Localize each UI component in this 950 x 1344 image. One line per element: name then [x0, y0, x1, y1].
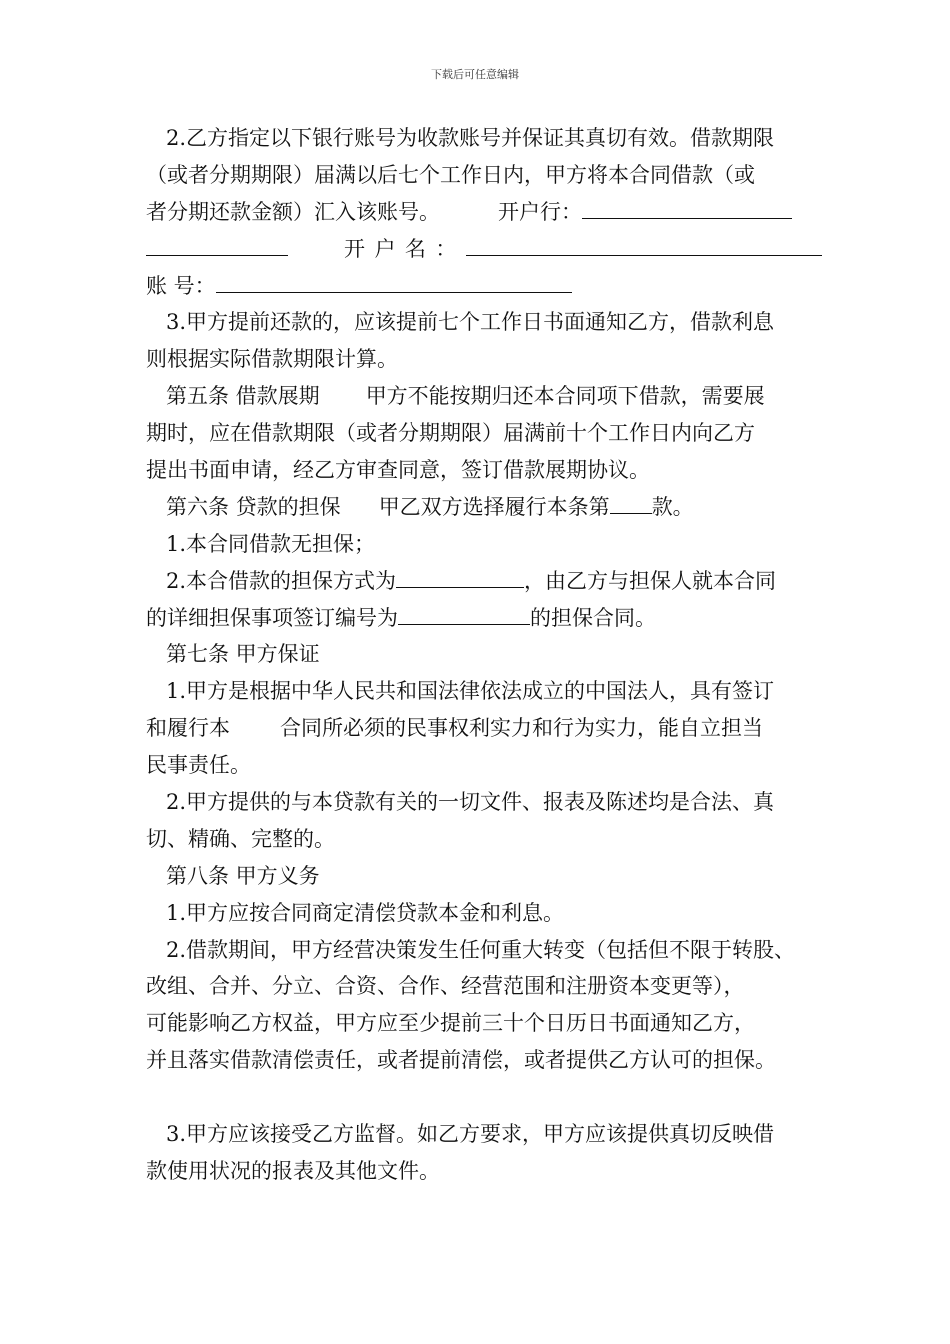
paragraph-text: 和履行本 — [146, 716, 230, 741]
paragraph-text: 甲乙双方选择履行本条第 — [378, 494, 610, 519]
article-5-line — [146, 378, 826, 415]
paragraph-text: 的担保合同。 — [530, 605, 656, 630]
paragraph-line: 1.甲方应按合同商定清偿贷款本金和利息。 — [166, 900, 565, 925]
bank-label: 开户行： — [498, 199, 582, 224]
paragraph-line: 3.甲方应该接受乙方监督。如乙方要求，甲方应该提供真切反映借 — [166, 1122, 775, 1147]
bank-line — [146, 194, 826, 231]
paragraph-text: 合同所必须的民事权利实力和行为实力，能自立担当 — [280, 716, 763, 741]
paragraph-line: 款使用状况的报表及其他文件。 — [146, 1158, 440, 1183]
paragraph-line: 2.乙方指定以下银行账号为收款账号并保证其真切有效。借款期限 — [166, 126, 775, 150]
paragraph-line: 提出书面申请，经乙方审查同意，签订借款展期协议。 — [146, 458, 650, 483]
bank-blank[interactable] — [582, 194, 792, 219]
paragraph-line: 并且落实借款清偿责任，或者提前清偿，或者提供乙方认可的担保。 — [146, 1048, 776, 1073]
account-number-line — [146, 268, 826, 305]
clause-number-blank[interactable] — [610, 489, 652, 514]
document-body — [146, 120, 826, 1190]
paragraph-line: 1.甲方是根据中华人民共和国法律依法成立的中国法人，具有签订 — [166, 679, 775, 704]
account-name-blank[interactable] — [466, 231, 822, 256]
paragraph-line: （或者分期期限）届满以后七个工作日内，甲方将本合同借款（或 — [146, 162, 755, 187]
paragraph-line: 期时，应在借款期限（或者分期期限）届满前十个工作日内向乙方 — [146, 421, 755, 446]
article-5-title: 第五条 借款展期 — [166, 384, 320, 409]
article-6-title: 第六条 贷款的担保 — [166, 494, 341, 519]
bank-blank-continued[interactable] — [146, 231, 288, 256]
paragraph-line: 可能影响乙方权益，甲方应至少提前三十个日历日书面通知乙方， — [146, 1011, 755, 1036]
paragraph-line: 民事责任。 — [146, 753, 251, 778]
account-name-line — [146, 231, 826, 268]
paragraph-text: 甲方不能按期归还本合同项下借款，需要展 — [365, 384, 765, 409]
blank-line — [146, 1079, 826, 1116]
guarantee-contract-line — [146, 600, 826, 637]
article-8-title: 第八条 甲方义务 — [166, 863, 320, 888]
account-number-label: 账 号： — [146, 273, 216, 298]
paragraph-line: 1.本合同借款无担保； — [166, 531, 376, 556]
paragraph-text: 者分期还款金额）汇入该账号。 — [146, 199, 440, 224]
account-number-blank[interactable] — [216, 268, 572, 293]
paragraph-line: 2.甲方提供的与本贷款有关的一切文件、报表及陈述均是合法、真 — [166, 790, 775, 815]
paragraph-text: 款。 — [651, 494, 694, 519]
contract-number-blank[interactable] — [398, 600, 530, 625]
paragraph-line — [146, 710, 826, 747]
paragraph-text: 2.本合借款的担保方式为 — [166, 568, 397, 593]
paragraph-text: ，由乙方与担保人就本合同 — [524, 568, 777, 593]
page-header: 下载后可任意编辑 — [431, 68, 519, 81]
paragraph-line: 改组、合并、分立、合资、合作、经营范围和注册资本变更等）， — [146, 974, 745, 999]
paragraph-line: 切、精确、完整的。 — [146, 826, 335, 851]
paragraph-line: 则根据实际借款期限计算。 — [146, 347, 398, 372]
article-6-line — [146, 489, 826, 526]
account-name-label: 开户名： — [344, 236, 466, 261]
guarantee-line — [146, 563, 826, 600]
paragraph-line: 2.借款期间，甲方经营决策发生任何重大转变（包括但不限于转股、 — [166, 937, 796, 962]
paragraph-line: 3.甲方提前还款的，应该提前七个工作日书面通知乙方，借款利息 — [166, 310, 775, 335]
paragraph-text: 的详细担保事项签订编号为 — [146, 605, 398, 630]
guarantee-method-blank[interactable] — [396, 563, 524, 588]
article-7-title: 第七条 甲方保证 — [166, 642, 320, 667]
